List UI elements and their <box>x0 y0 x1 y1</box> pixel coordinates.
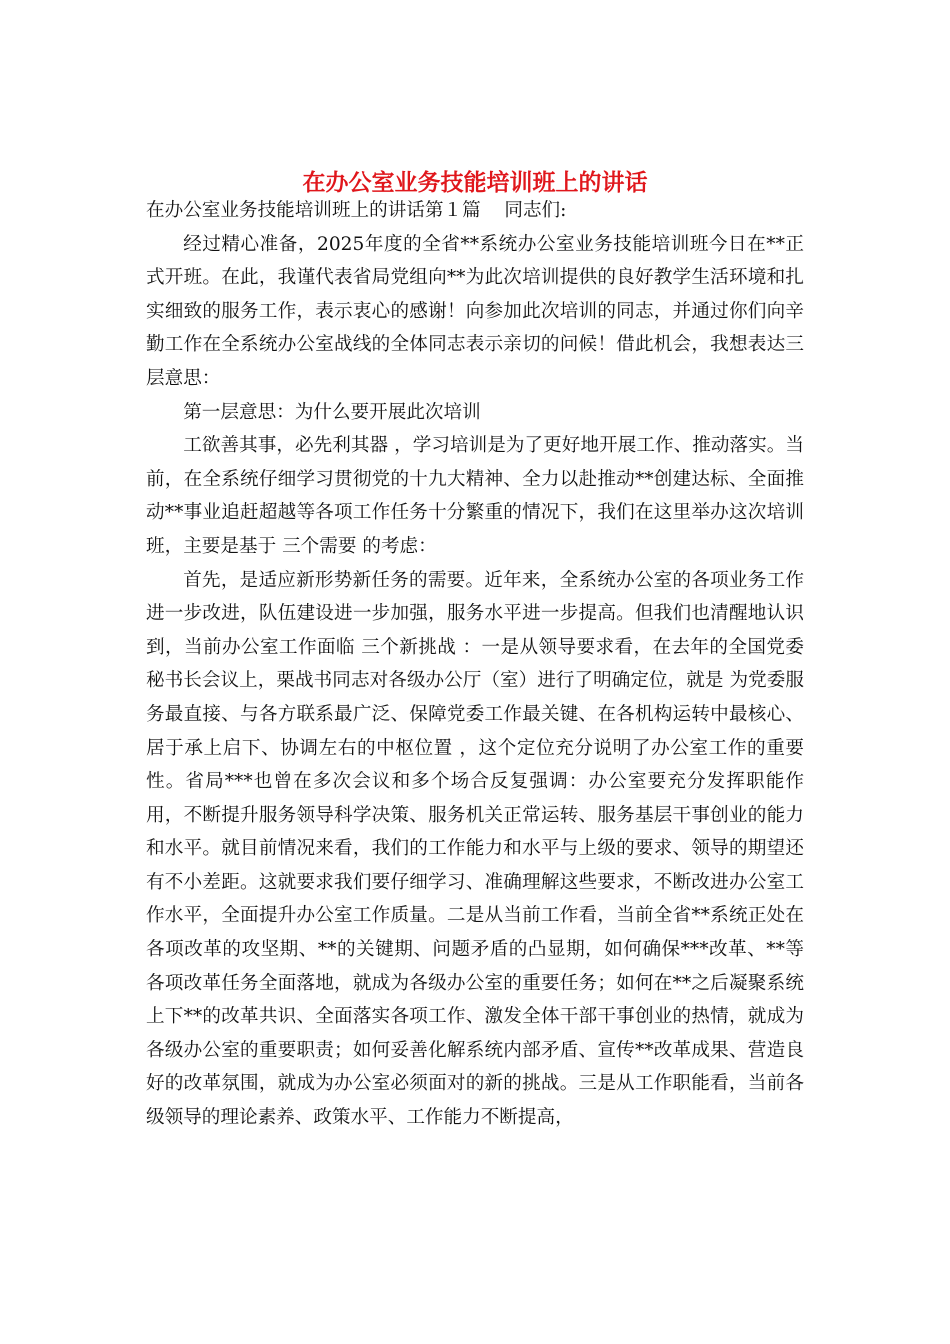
section-heading-first-point: 第一层意思：为什么要开展此次培训 <box>183 401 481 423</box>
document-body <box>146 194 804 1135</box>
paragraph-purpose: 工欲善其事，必先利其器 ，学习培训是为了更好地开展工作、推动落实。当前，在全系统仔细学习贯彻党的十九大精神、全力以赴推动**创建达标、全面推动**事业追赶超越等各项工作任务十分繁重的情况下，我们在这里举办这次培训班，主要是基于 三个需要 的考虑： <box>146 435 804 557</box>
paragraph-opening: 经过精心准备，2025年度的全省**系统办公室业务技能培训班今日在**正式开班。在此，我谨代表省局党组向**为此次培训提供的良好教学生活环境和扎实细致的服务工作，表示衷心的感谢！向参加此次培训的同志，并通过你们向辛勤工作在全系统办公室战线的全体同志表示亲切的问候！借此机会，我想表达三层意思： <box>146 233 804 389</box>
salutation: 同志们: <box>504 200 567 221</box>
intro-gap <box>481 200 505 221</box>
intro-heading: 在办公室业务技能培训班上的讲话第１篇 <box>146 200 481 221</box>
document-title: 在办公室业务技能培训班上的讲话 <box>302 169 648 197</box>
paragraph-first-need: 首先，是适应新形势新任务的需要。近年来，全系统办公室的各项业务工作进一步改进，队伍建设进一步加强，服务水平进一步提高。但我们也清醒地认识到，当前办公室工作面临 三个新挑战 ：一是从领导要求看，在去年的全国党委秘书长会议上，栗战书同志对各级办公厅（室）进行了明确定位，就是 为党委服务最直接、与各方联系最广泛、保障党委工作最关键、在各机构运转中最核心、居于承上启下、协调左右的中枢位置 ，这个定位充分说明了办公室工作的重要性。省局***也曾在多次会议和多个场合反复强调：办公室要充分发挥职能作用，不断提升服务领导科学决策、服务机关正常运转、服务基层干事创业的能力和水平。就目前情况来看，我们的工作能力和水平与上级的要求、领导的期望还有不小差距。这就要求我们要仔细学习、准确理解这些要求，不断改进办公室工作水平，全面提升办公室工作质量。二是从当前工作看，当前全省**系统正处在各项改革的攻坚期、**的关键期、问题矛盾的凸显期，如何确保***改革、**等各项改革任务全面落地，就成为各级办公室的重要任务；如何在**之后凝聚系统上下**的改革共识、全面落实各项工作、激发全体干部干事创业的热情，就成为各级办公室的重要职责；如何妥善化解系统内部矛盾、宣传**改革成果、营造良好的改革氛围，就成为办公室必须面对的新的挑战。三是从工作职能看，当前各级领导的理论素养、政策水平、工作能力不断提高， <box>146 569 804 1129</box>
intro-line <box>146 194 804 228</box>
